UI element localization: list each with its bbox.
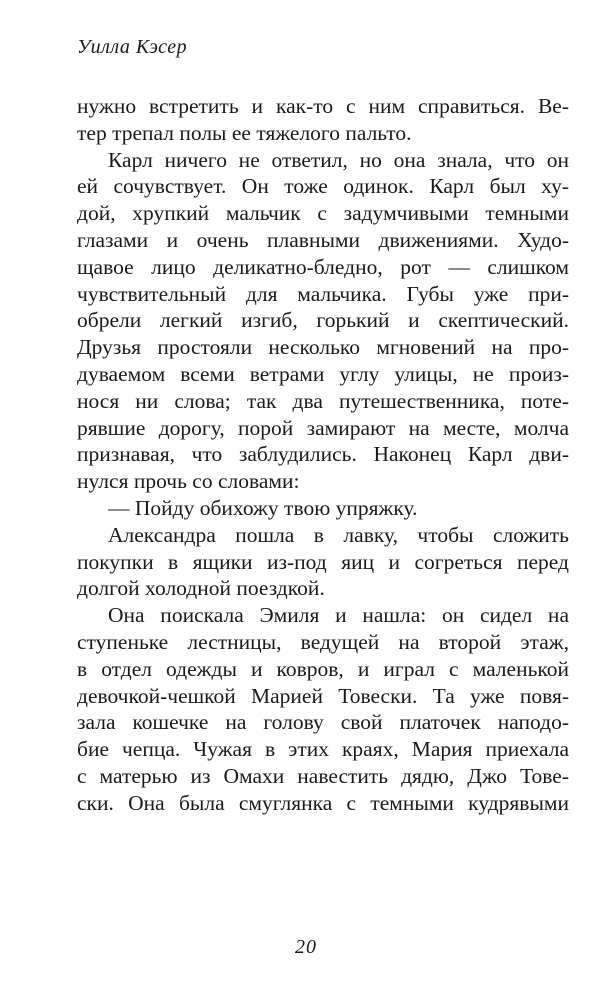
text-line: Друзья простояли несколько мгновений на про- [77,335,569,360]
text-line: ски. Она была смуглянка с темными кудрявыми [77,790,569,815]
text-line: бие чепца. Чужая в этих краях, Мария приехала [77,737,569,762]
text-line: Она поискала Эмиля и нашла: он сидел на [108,603,569,628]
text-line: рявшие дорогу, порой замирают на месте, молча [77,415,569,440]
text-line: щавое лицо деликатно-бледно, рот — слишком [77,254,569,279]
text-line: ступеньке лестницы, ведущей на второй этаж, [77,629,569,654]
text-line: Александра пошла в лавку, чтобы сложить [108,522,569,547]
text-line: чувствительный для мальчика. Губы уже при- [77,281,569,306]
text-line: Карл ничего не ответил, но она знала, что он [108,147,569,172]
text-line: покупки в ящики из-под яиц и согреться перед [77,549,569,574]
text-line: глазами и очень плавными движениями. Худо- [77,227,569,252]
text-line: нулся прочь со словами: [77,469,300,494]
text-line: тер трепал полы ее тяжелого пальто. [77,120,412,145]
body-text [77,93,569,817]
text-line: нужно встретить и как-то с ним справиться. Ве- [77,94,569,118]
page-number: 20 [295,936,317,958]
text-line: ей сочувствует. Он тоже одинок. Карл был ху- [77,174,569,199]
text-line: признавая, что заблудились. Наконец Карл дви- [77,442,569,467]
text-line: дуваемом всеми ветрами углу улицы, не произ- [77,361,569,386]
text-line: дой, хрупкий мальчик с задумчивыми темными [77,201,569,226]
running-head-author: Уилла Кэсер [77,36,188,58]
text-line: нося ни слова; так два путешественника, поте- [77,388,569,413]
text-line: в отдел одежды и ковров, и играл с маленькой [77,656,569,681]
text-line: с матерью из Омахи навестить дядю, Джо Тове- [77,763,569,788]
text-line: обрели легкий изгиб, горький и скептический. [77,308,569,333]
text-line: девочкой-чешкой Марией Товески. Та уже повя- [77,683,569,708]
text-line: долгой холодной поездкой. [77,576,325,601]
text-line: зала кошечке на голову свой платочек наподо- [77,710,569,735]
text-line: — Пойду обихожу твою упряжку. [108,495,418,520]
